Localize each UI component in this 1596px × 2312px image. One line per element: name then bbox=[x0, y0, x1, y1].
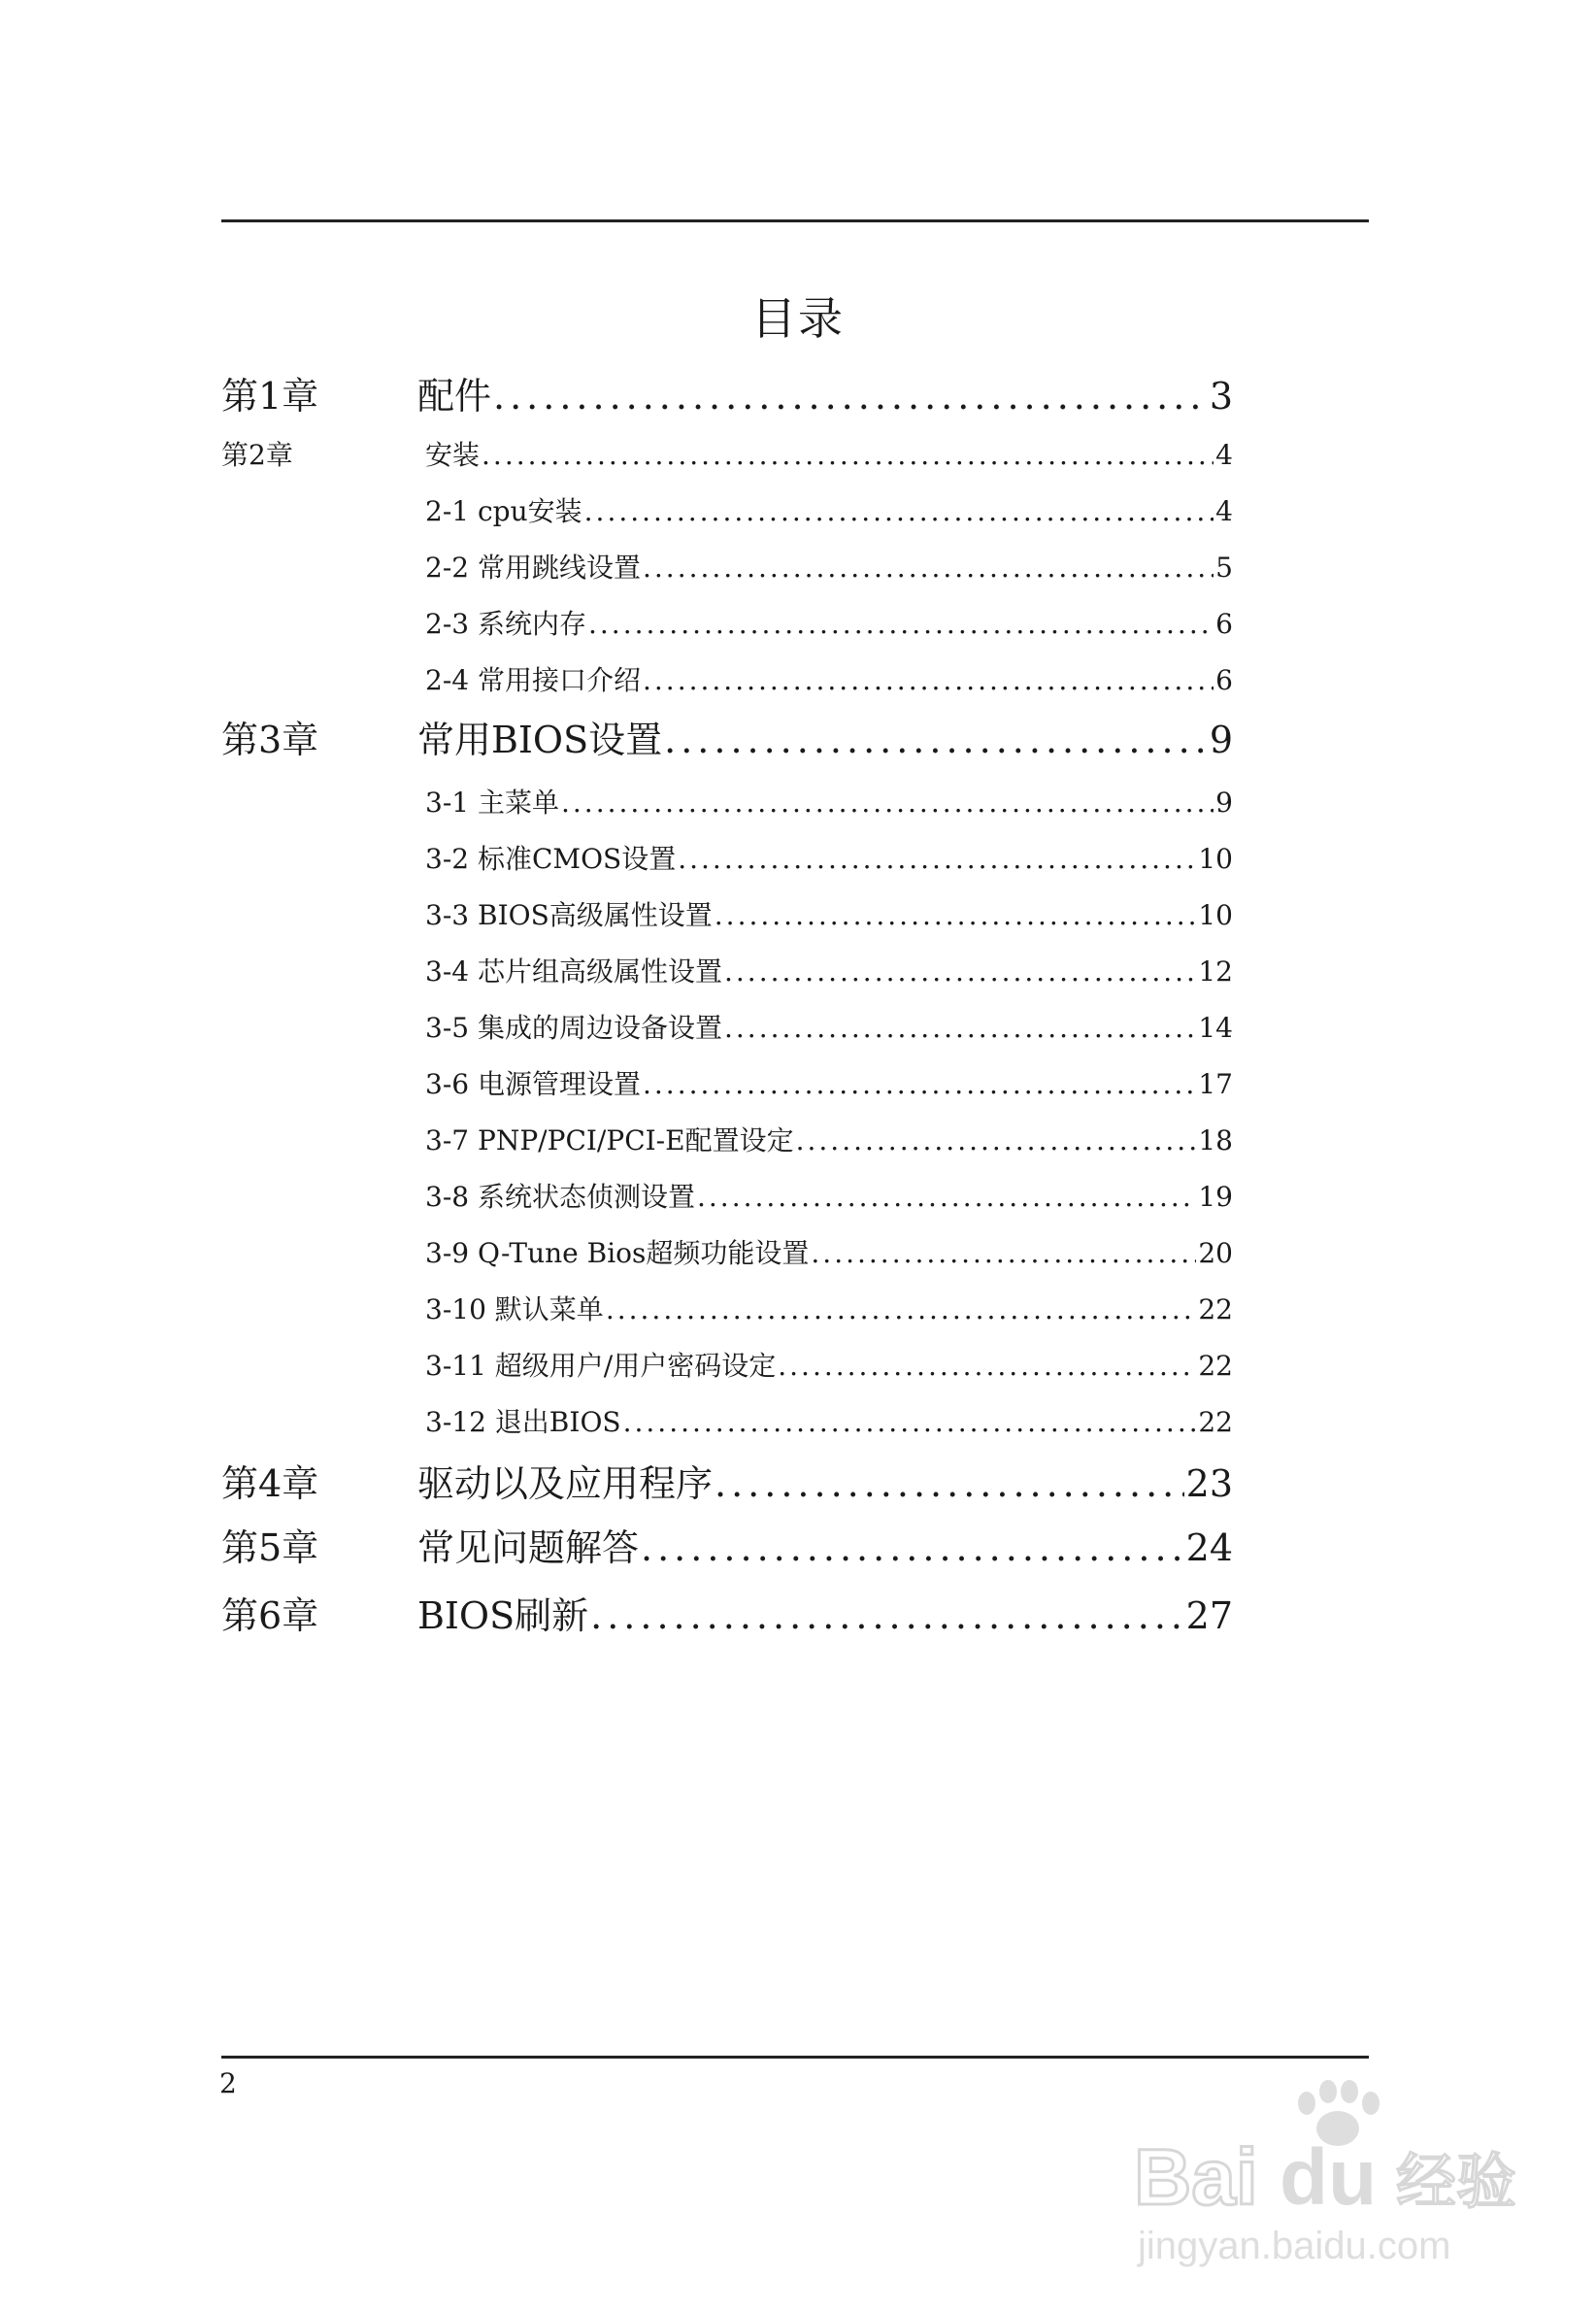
toc-entry-title: 2-4 常用接口介绍 bbox=[425, 664, 641, 696]
toc-entry-title: 3-6 电源管理设置 bbox=[425, 1068, 641, 1100]
toc-entry bbox=[221, 785, 1233, 821]
toc-page-number: 10 bbox=[1198, 899, 1233, 931]
toc-page-number: 9 bbox=[1209, 719, 1233, 761]
toc-page-number: 4 bbox=[1215, 495, 1233, 527]
toc-entry-title: 3-9 Q-Tune Bios超频功能设置 bbox=[425, 1237, 810, 1269]
toc-dot-leader bbox=[715, 897, 1197, 934]
toc-entry bbox=[221, 1592, 1233, 1639]
toc-entry-title: 3-7 PNP/PCI/PCI-E配置设定 bbox=[425, 1124, 794, 1156]
toc-entry-title: 3-1 主菜单 bbox=[425, 787, 559, 819]
toc-entry-title: 常用BIOS设置 bbox=[417, 719, 663, 761]
toc-entry-title: 3-5 集成的周边设备设置 bbox=[425, 1012, 722, 1044]
toc-entry-title: 配件 bbox=[417, 375, 492, 418]
toc-entry bbox=[221, 897, 1233, 934]
toc-entry-title: 2-1 cpu安装 bbox=[425, 495, 582, 527]
toc-entry bbox=[221, 1235, 1233, 1272]
toc-dot-leader bbox=[715, 1460, 1184, 1507]
toc-entry bbox=[221, 954, 1233, 990]
toc-dot-leader bbox=[724, 954, 1196, 990]
footer-page-number: 2 bbox=[219, 2067, 237, 2099]
toc-dot-leader bbox=[482, 437, 1214, 474]
toc-entry-title: 3-2 标准CMOS设置 bbox=[425, 843, 677, 875]
toc-page-number: 10 bbox=[1198, 843, 1233, 875]
toc-dot-leader bbox=[811, 1235, 1196, 1272]
toc-entry-title: 3-3 BIOS高级属性设置 bbox=[425, 899, 713, 931]
toc-dot-leader bbox=[561, 785, 1214, 821]
toc-page-number: 4 bbox=[1215, 439, 1233, 471]
toc-page-number: 12 bbox=[1198, 955, 1233, 988]
toc-dot-leader bbox=[724, 1010, 1196, 1047]
toc-dot-leader bbox=[588, 606, 1214, 643]
toc-entry-title: 驱动以及应用程序 bbox=[417, 1462, 714, 1505]
toc-dot-leader bbox=[590, 1592, 1184, 1639]
svg-text:Bai: Bai bbox=[1134, 2133, 1258, 2222]
toc-chapter-number: 第1章 bbox=[221, 375, 319, 418]
toc-entry bbox=[221, 1404, 1233, 1441]
toc-chapter-number: 第5章 bbox=[221, 1526, 319, 1569]
toc-entry-title: BIOS刷新 bbox=[417, 1594, 589, 1637]
toc-chapter-number: 第6章 bbox=[221, 1594, 319, 1637]
toc-page-number: 23 bbox=[1185, 1462, 1233, 1505]
toc-dot-leader bbox=[641, 1525, 1184, 1571]
toc-entry bbox=[221, 662, 1233, 699]
toc-entry-title: 3-8 系统状态侦测设置 bbox=[425, 1181, 695, 1213]
header-rule bbox=[221, 219, 1369, 222]
toc-entry bbox=[221, 1122, 1233, 1159]
toc-page-number: 6 bbox=[1215, 664, 1233, 696]
toc-page-number: 27 bbox=[1185, 1594, 1233, 1637]
toc-dot-leader bbox=[778, 1348, 1196, 1385]
toc-entry bbox=[221, 1010, 1233, 1047]
toc-page-number: 20 bbox=[1198, 1237, 1233, 1269]
toc-entry bbox=[221, 493, 1233, 530]
toc-dot-leader bbox=[643, 662, 1214, 699]
toc-chapter-number: 第3章 bbox=[221, 719, 319, 761]
toc-entry-title: 3-11 超级用户/用户密码设定 bbox=[425, 1350, 777, 1382]
toc-entry bbox=[221, 437, 1233, 474]
toc-page-number: 17 bbox=[1198, 1068, 1233, 1100]
toc-dot-leader bbox=[643, 550, 1214, 586]
toc-entry bbox=[221, 606, 1233, 643]
toc-entry bbox=[221, 1066, 1233, 1103]
toc-chapter-number: 第2章 bbox=[221, 439, 293, 471]
svg-text:jingyan.baidu.com: jingyan.baidu.com bbox=[1138, 2225, 1451, 2267]
toc-dot-leader bbox=[493, 373, 1208, 419]
toc-dot-leader bbox=[697, 1179, 1196, 1216]
footer-rule bbox=[221, 2056, 1369, 2059]
toc-entry bbox=[221, 1348, 1233, 1385]
toc-entry-title: 常见问题解答 bbox=[417, 1526, 640, 1569]
toc-entry-title: 2-3 系统内存 bbox=[425, 608, 586, 640]
toc-entry bbox=[221, 1291, 1233, 1328]
toc-page-number: 22 bbox=[1198, 1406, 1233, 1438]
toc-entry-title: 3-12 退出BIOS bbox=[425, 1406, 621, 1438]
toc-dot-leader bbox=[606, 1291, 1197, 1328]
toc-page-number: 5 bbox=[1215, 552, 1233, 584]
toc-page-number: 9 bbox=[1215, 787, 1233, 819]
toc-dot-leader bbox=[664, 717, 1208, 763]
toc-page-number: 22 bbox=[1198, 1293, 1233, 1325]
toc-entry bbox=[221, 717, 1233, 763]
toc-entry bbox=[221, 1525, 1233, 1571]
toc-page-number: 3 bbox=[1209, 375, 1233, 418]
toc-entry bbox=[221, 841, 1233, 878]
toc-page-number: 19 bbox=[1198, 1181, 1233, 1213]
svg-text:经验: 经验 bbox=[1396, 2146, 1517, 2217]
toc-chapter-number: 第4章 bbox=[221, 1462, 319, 1505]
toc-page-number: 18 bbox=[1198, 1124, 1233, 1156]
toc-page-number: 14 bbox=[1198, 1012, 1233, 1044]
toc-dot-leader bbox=[584, 493, 1214, 530]
toc-page-number: 22 bbox=[1198, 1350, 1233, 1382]
toc-dot-leader bbox=[623, 1404, 1197, 1441]
toc-dot-leader bbox=[796, 1122, 1197, 1159]
toc-dot-leader bbox=[643, 1066, 1196, 1103]
toc-dot-leader bbox=[678, 841, 1196, 878]
toc-entry bbox=[221, 550, 1233, 586]
toc-entry-title: 2-2 常用跳线设置 bbox=[425, 552, 641, 584]
toc-entry bbox=[221, 1460, 1233, 1507]
toc-entry bbox=[221, 1179, 1233, 1216]
toc-entry-title: 安装 bbox=[425, 439, 481, 471]
toc-entry bbox=[221, 373, 1233, 419]
svg-text:du: du bbox=[1280, 2133, 1378, 2222]
toc-page-number: 24 bbox=[1185, 1526, 1233, 1569]
toc-page-number: 6 bbox=[1215, 608, 1233, 640]
toc-entry-title: 3-4 芯片组高级属性设置 bbox=[425, 955, 722, 988]
baidu-jingyan-watermark bbox=[1134, 2078, 1561, 2272]
toc-entry-title: 3-10 默认菜单 bbox=[425, 1293, 604, 1325]
page-title: 目录 bbox=[751, 292, 845, 345]
